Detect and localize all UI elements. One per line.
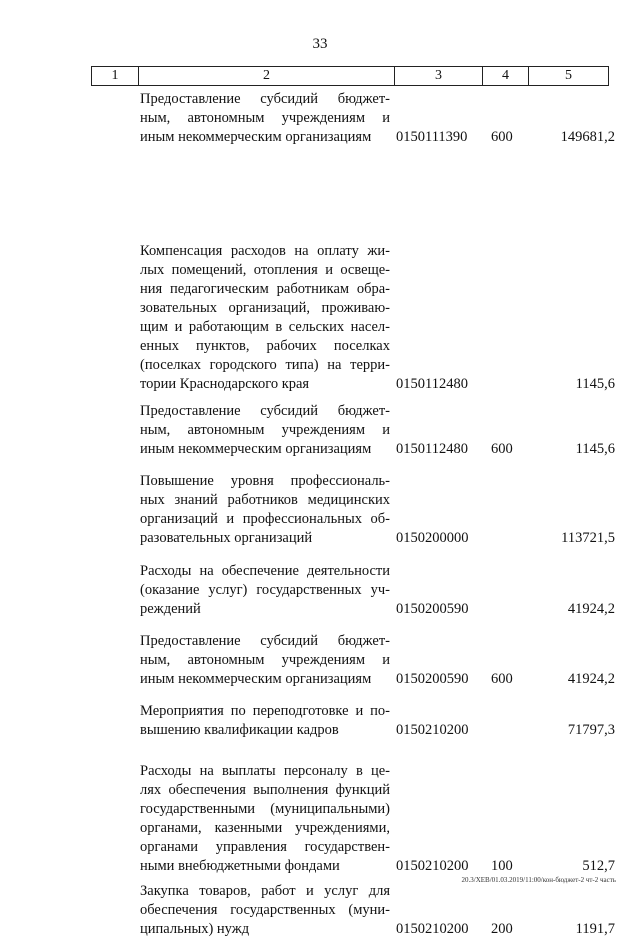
row-expense-type: 600 — [491, 441, 513, 457]
row-description — [140, 242, 390, 394]
description-line: (оказание услуг) государственных уч- — [140, 582, 390, 598]
row-description — [140, 882, 390, 939]
description-line: (поселках городского типа) на терри- — [140, 357, 390, 373]
description-line: органами, казенными учреждениями, — [140, 820, 390, 836]
description-line: иным некоммерческим организациям — [140, 441, 372, 457]
row-amount: 41924,2 — [567, 601, 615, 617]
description-line: Компенсация расходов на оплату жи- — [140, 243, 390, 259]
header-col-2: 2 — [138, 67, 394, 85]
description-line: иным некоммерческим организациям — [140, 671, 372, 687]
header-col-4: 4 — [482, 67, 528, 85]
description-line: Предоставление субсидий бюджет- — [140, 633, 390, 649]
description-line: вышению квалификации кадров — [140, 722, 339, 738]
description-line: реждений — [140, 601, 201, 617]
description-line: ципальных) нужд — [140, 921, 250, 937]
description-line: Повышение уровня профессиональ- — [140, 473, 390, 489]
row-code: 0150111390 — [396, 129, 468, 145]
row-expense-type: 100 — [491, 858, 513, 874]
row-amount: 1145,6 — [575, 441, 615, 457]
row-description — [140, 402, 390, 459]
page-number: 33 — [312, 36, 328, 52]
description-line: лых помещений, отопления и освеще- — [140, 262, 390, 278]
row-code: 0150200590 — [396, 671, 469, 687]
row-amount: 149681,2 — [560, 129, 615, 145]
row-code: 0150112480 — [396, 441, 468, 457]
row-code: 0150210200 — [396, 722, 469, 738]
row-amount: 71797,3 — [567, 722, 615, 738]
row-expense-type: 600 — [491, 671, 513, 687]
description-line: организаций и профессиональных об- — [140, 511, 390, 527]
description-line: щим и работающим в сельских насел- — [140, 319, 390, 335]
description-line: обеспечения государственных (муни- — [140, 902, 390, 918]
description-line: Закупка товаров, работ и услуг для — [140, 883, 390, 899]
description-line: государственными (муниципальными) — [140, 801, 390, 817]
row-amount: 1191,7 — [575, 921, 615, 937]
row-description — [140, 702, 390, 740]
header-col-5: 5 — [528, 67, 608, 85]
row-description — [140, 762, 390, 876]
description-line: ным, автономным учреждениям и — [140, 110, 390, 126]
row-code: 0150210200 — [396, 858, 469, 874]
row-expense-type: 200 — [491, 921, 513, 937]
description-line: Мероприятия по переподготовке и по- — [140, 703, 390, 719]
row-amount: 512,7 — [582, 858, 615, 874]
description-line: енных пунктов, рабочих поселках — [140, 338, 390, 354]
description-line: Расходы на обеспечение деятельности — [140, 563, 390, 579]
description-line: Предоставление субсидий бюджет- — [140, 91, 390, 107]
footer-stamp: 20.3/ХЕВ/01.03.2019/11:00/кон-бюджет-2 чт-2 часть — [461, 876, 616, 884]
table-header — [91, 66, 609, 86]
header-col-3: 3 — [394, 67, 482, 85]
row-expense-type: 600 — [491, 129, 513, 145]
row-code: 0150200590 — [396, 601, 469, 617]
description-line: ным, автономным учреждениям и — [140, 652, 390, 668]
description-line: разовательных организаций — [140, 530, 313, 546]
row-amount: 113721,5 — [561, 530, 615, 546]
description-line: ными внебюджетными фондами — [140, 858, 340, 874]
row-description — [140, 90, 390, 147]
row-code: 0150210200 — [396, 921, 469, 937]
row-amount: 41924,2 — [567, 671, 615, 687]
description-line: зовательных организаций, проживаю- — [140, 300, 390, 316]
description-line: ных знаний работников медицинских — [140, 492, 390, 508]
description-line: ния педагогическим работникам обра- — [140, 281, 390, 297]
description-line: Предоставление субсидий бюджет- — [140, 403, 390, 419]
description-line: тории Краснодарского края — [140, 376, 310, 392]
row-description — [140, 632, 390, 689]
description-line: органами управления государствен- — [140, 839, 390, 855]
description-line: ным, автономным учреждениям и — [140, 422, 390, 438]
row-description — [140, 472, 390, 548]
row-code: 0150200000 — [396, 530, 469, 546]
row-code: 0150112480 — [396, 376, 468, 392]
description-line: Расходы на выплаты персоналу в це- — [140, 763, 390, 779]
description-line: лях обеспечения выполнения функций — [140, 782, 390, 798]
description-line: иным некоммерческим организациям — [140, 129, 372, 145]
header-col-1: 1 — [111, 68, 119, 83]
row-amount: 1145,6 — [575, 376, 615, 392]
row-description — [140, 562, 390, 619]
